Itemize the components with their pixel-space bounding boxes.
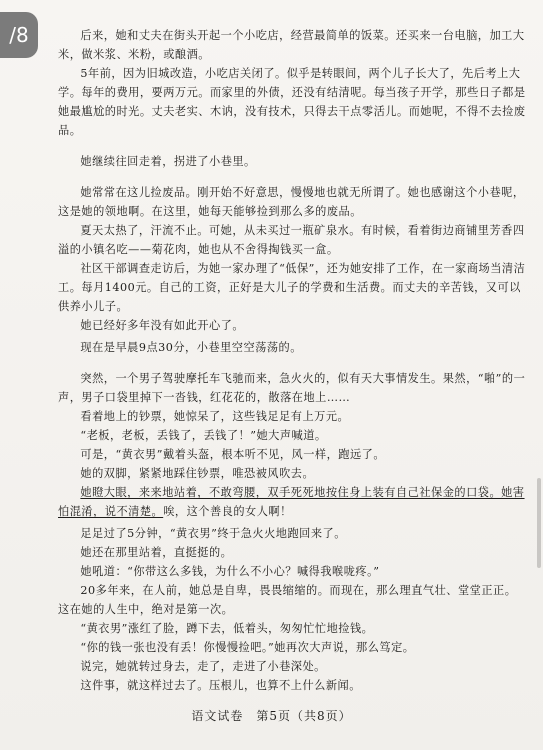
story-section-top bbox=[58, 26, 528, 140]
paragraph: 20多年来，在人前，她总是自卑，畏畏缩缩的。而现在，那么理直气壮、堂堂正正。这在她的人生中，绝对是第一次。 bbox=[58, 584, 517, 616]
paragraph: 5年前，因为旧城改造，小吃店关闭了。似乎是转眼间，两个儿子长大了，先后考上大学。每年的费用，要两万元。而家里的外债，还没有结清呢。每当孩子开学，那些日子都是她最尴尬的时光。丈夫老实、木讷，没有技术，只得去干点零活儿。而她呢，不得不去捡废品。 bbox=[58, 67, 526, 137]
paragraph: 她已经好多年没有如此开心了。 bbox=[80, 319, 245, 332]
paragraph: “黄衣男”涨红了脸，蹲下去，低着头，匆匆忙忙地捡钱。 bbox=[80, 622, 374, 635]
paragraph: 她常常在这儿捡废品。刚开始不好意思，慢慢地也就无所谓了。她也感谢这个小巷呢，这是她的领地啊。在这里，她每天能够捡到那么多的废品。 bbox=[58, 186, 525, 218]
paragraph: 社区干部调查走访后，为她一家办理了“低保”，还为她安排了工作，在一家商场当清洁工。每月1400元。自己的工资，正好是大儿子的学费和生活费。而丈夫的辛苦钱，又可以供养小儿子。 bbox=[58, 262, 526, 313]
underlined-tail: 唉，这个善良的女人啊！ bbox=[163, 505, 292, 518]
paragraph: 后来，她和丈夫在街头开起一个小吃店，经营最简单的饭菜。还买来一台电脑，加工大米，做米浆、米粉，或酿酒。 bbox=[58, 29, 525, 61]
paragraph: 看着地上的钞票，她惊呆了，这些钱足足有上万元。 bbox=[80, 410, 350, 423]
paragraph: 夏天太热了，汗流不止。可她，从未买过一瓶矿泉水。有时候，看着街边商铺里芳香四溢的小镇名吃——菊花肉，她也从不舍得掏钱买一盒。 bbox=[58, 224, 525, 256]
paragraph: 这件事，就这样过去了。压根儿，也算不上什么新闻。 bbox=[80, 679, 361, 692]
paragraph: 她吼道：“你带这么多钱，为什么不小心？喊得我喉咙疼。” bbox=[80, 565, 380, 578]
story-section-middle bbox=[58, 152, 528, 335]
underlined-sentence: 她瞪大眼，来来地站着，不敢弯腰，双手死死地按住身上装有自己社保金的口袋。她害怕混淆，说不清楚。 bbox=[58, 486, 525, 518]
paragraph: 说完，她就转过身去，走了，走进了小巷深处。 bbox=[80, 660, 326, 673]
paragraph: “老板，老板，丢钱了，丢钱了！”她大声喊道。 bbox=[80, 429, 327, 442]
page-counter-text: /8 bbox=[9, 23, 29, 47]
scrollbar-thumb[interactable] bbox=[537, 478, 541, 568]
page-footer: 语文试卷 第5页（共8页） bbox=[191, 709, 352, 723]
paragraph: 现在是早晨9点30分，小巷里空空荡荡的。 bbox=[80, 341, 302, 354]
paragraph: “你的钱一张也没有丢！你慢慢捡吧。”她再次大声说，那么笃定。 bbox=[80, 641, 415, 654]
paragraph: 可是，“黄衣男”戴着头盔，根本听不见，风一样，跑远了。 bbox=[80, 448, 386, 461]
paragraph: 她还在那里站着，直挺挺的。 bbox=[80, 546, 233, 559]
paragraph: 她继续往回走着，拐进了小巷里。 bbox=[80, 155, 256, 168]
story-section-event bbox=[58, 338, 528, 521]
page-counter-badge bbox=[0, 12, 38, 58]
underlined-paragraph bbox=[58, 483, 528, 521]
paragraph: 她的双脚，紧紧地踩住钞票，唯恐被风吹去。 bbox=[80, 467, 315, 480]
paragraph: 突然，一个男子驾驶摩托车飞驰而来，急火火的，似有天大事情发生。果然，“啪”的一声，男子口袋里掉下一沓钱，红花花的，散落在地上…… bbox=[58, 372, 526, 404]
story-section-bottom bbox=[58, 524, 528, 695]
paragraph: 足足过了5分钟，“黄衣男”终于急火火地跑回来了。 bbox=[80, 527, 346, 540]
